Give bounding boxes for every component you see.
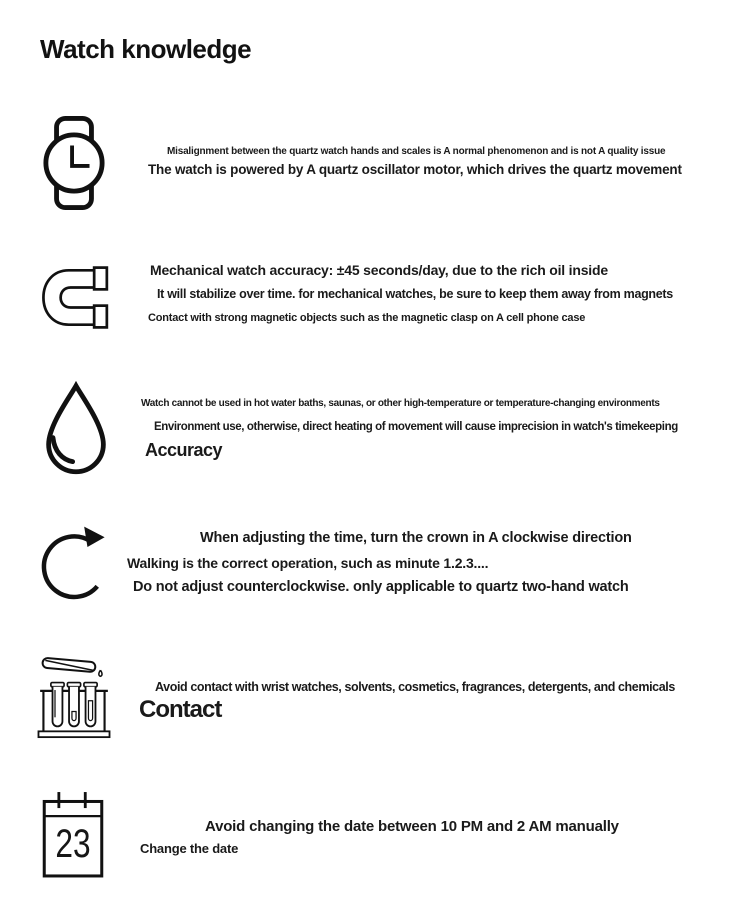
section-text-line: Change the date <box>140 841 239 856</box>
section-text-line: Avoid contact with wrist watches, solvents, cosmetics, fragrances, detergents, and chemicals <box>155 680 675 694</box>
section-text-line: Walking is the correct operation, such as minute 1.2.3.... <box>127 555 489 571</box>
page-title: Watch knowledge <box>40 34 252 64</box>
section-text-line: Environment use, otherwise, direct heating of movement will cause imprecision in watch's timekeeping <box>154 421 678 433</box>
section-text-line: Do not adjust counterclockwise. only applicable to quartz two-hand watch <box>133 579 629 595</box>
section-text-line: Mechanical watch accuracy: ±45 seconds/day, due to the rich oil inside <box>150 262 608 278</box>
section-text-line: Watch cannot be used in hot water baths, saunas, or other high-temperature or temperature-changing environments <box>141 398 660 409</box>
calendar-day: 23 <box>55 821 91 866</box>
calendar-icon <box>40 788 106 880</box>
section-text-line: The watch is powered by A quartz oscillator motor, which drives the quartz movement <box>148 162 682 177</box>
section-heading-contact: Contact <box>139 696 222 723</box>
section-text-line: Avoid changing the date between 10 PM and 2 AM manually <box>205 818 619 835</box>
section-text-line: Contact with strong magnetic objects such as the magnetic clasp on A cell phone case <box>148 312 586 324</box>
section-text-line: Misalignment between the quartz watch hands and scales is A normal phenomenon and is not A quality issue <box>167 146 666 157</box>
section-text-line: It will stabilize over time. for mechanical watches, be sure to keep them away from magnets <box>157 287 673 301</box>
section-heading-accuracy: Accuracy <box>145 440 223 460</box>
section-text-line: When adjusting the time, turn the crown in A clockwise direction <box>200 530 632 546</box>
